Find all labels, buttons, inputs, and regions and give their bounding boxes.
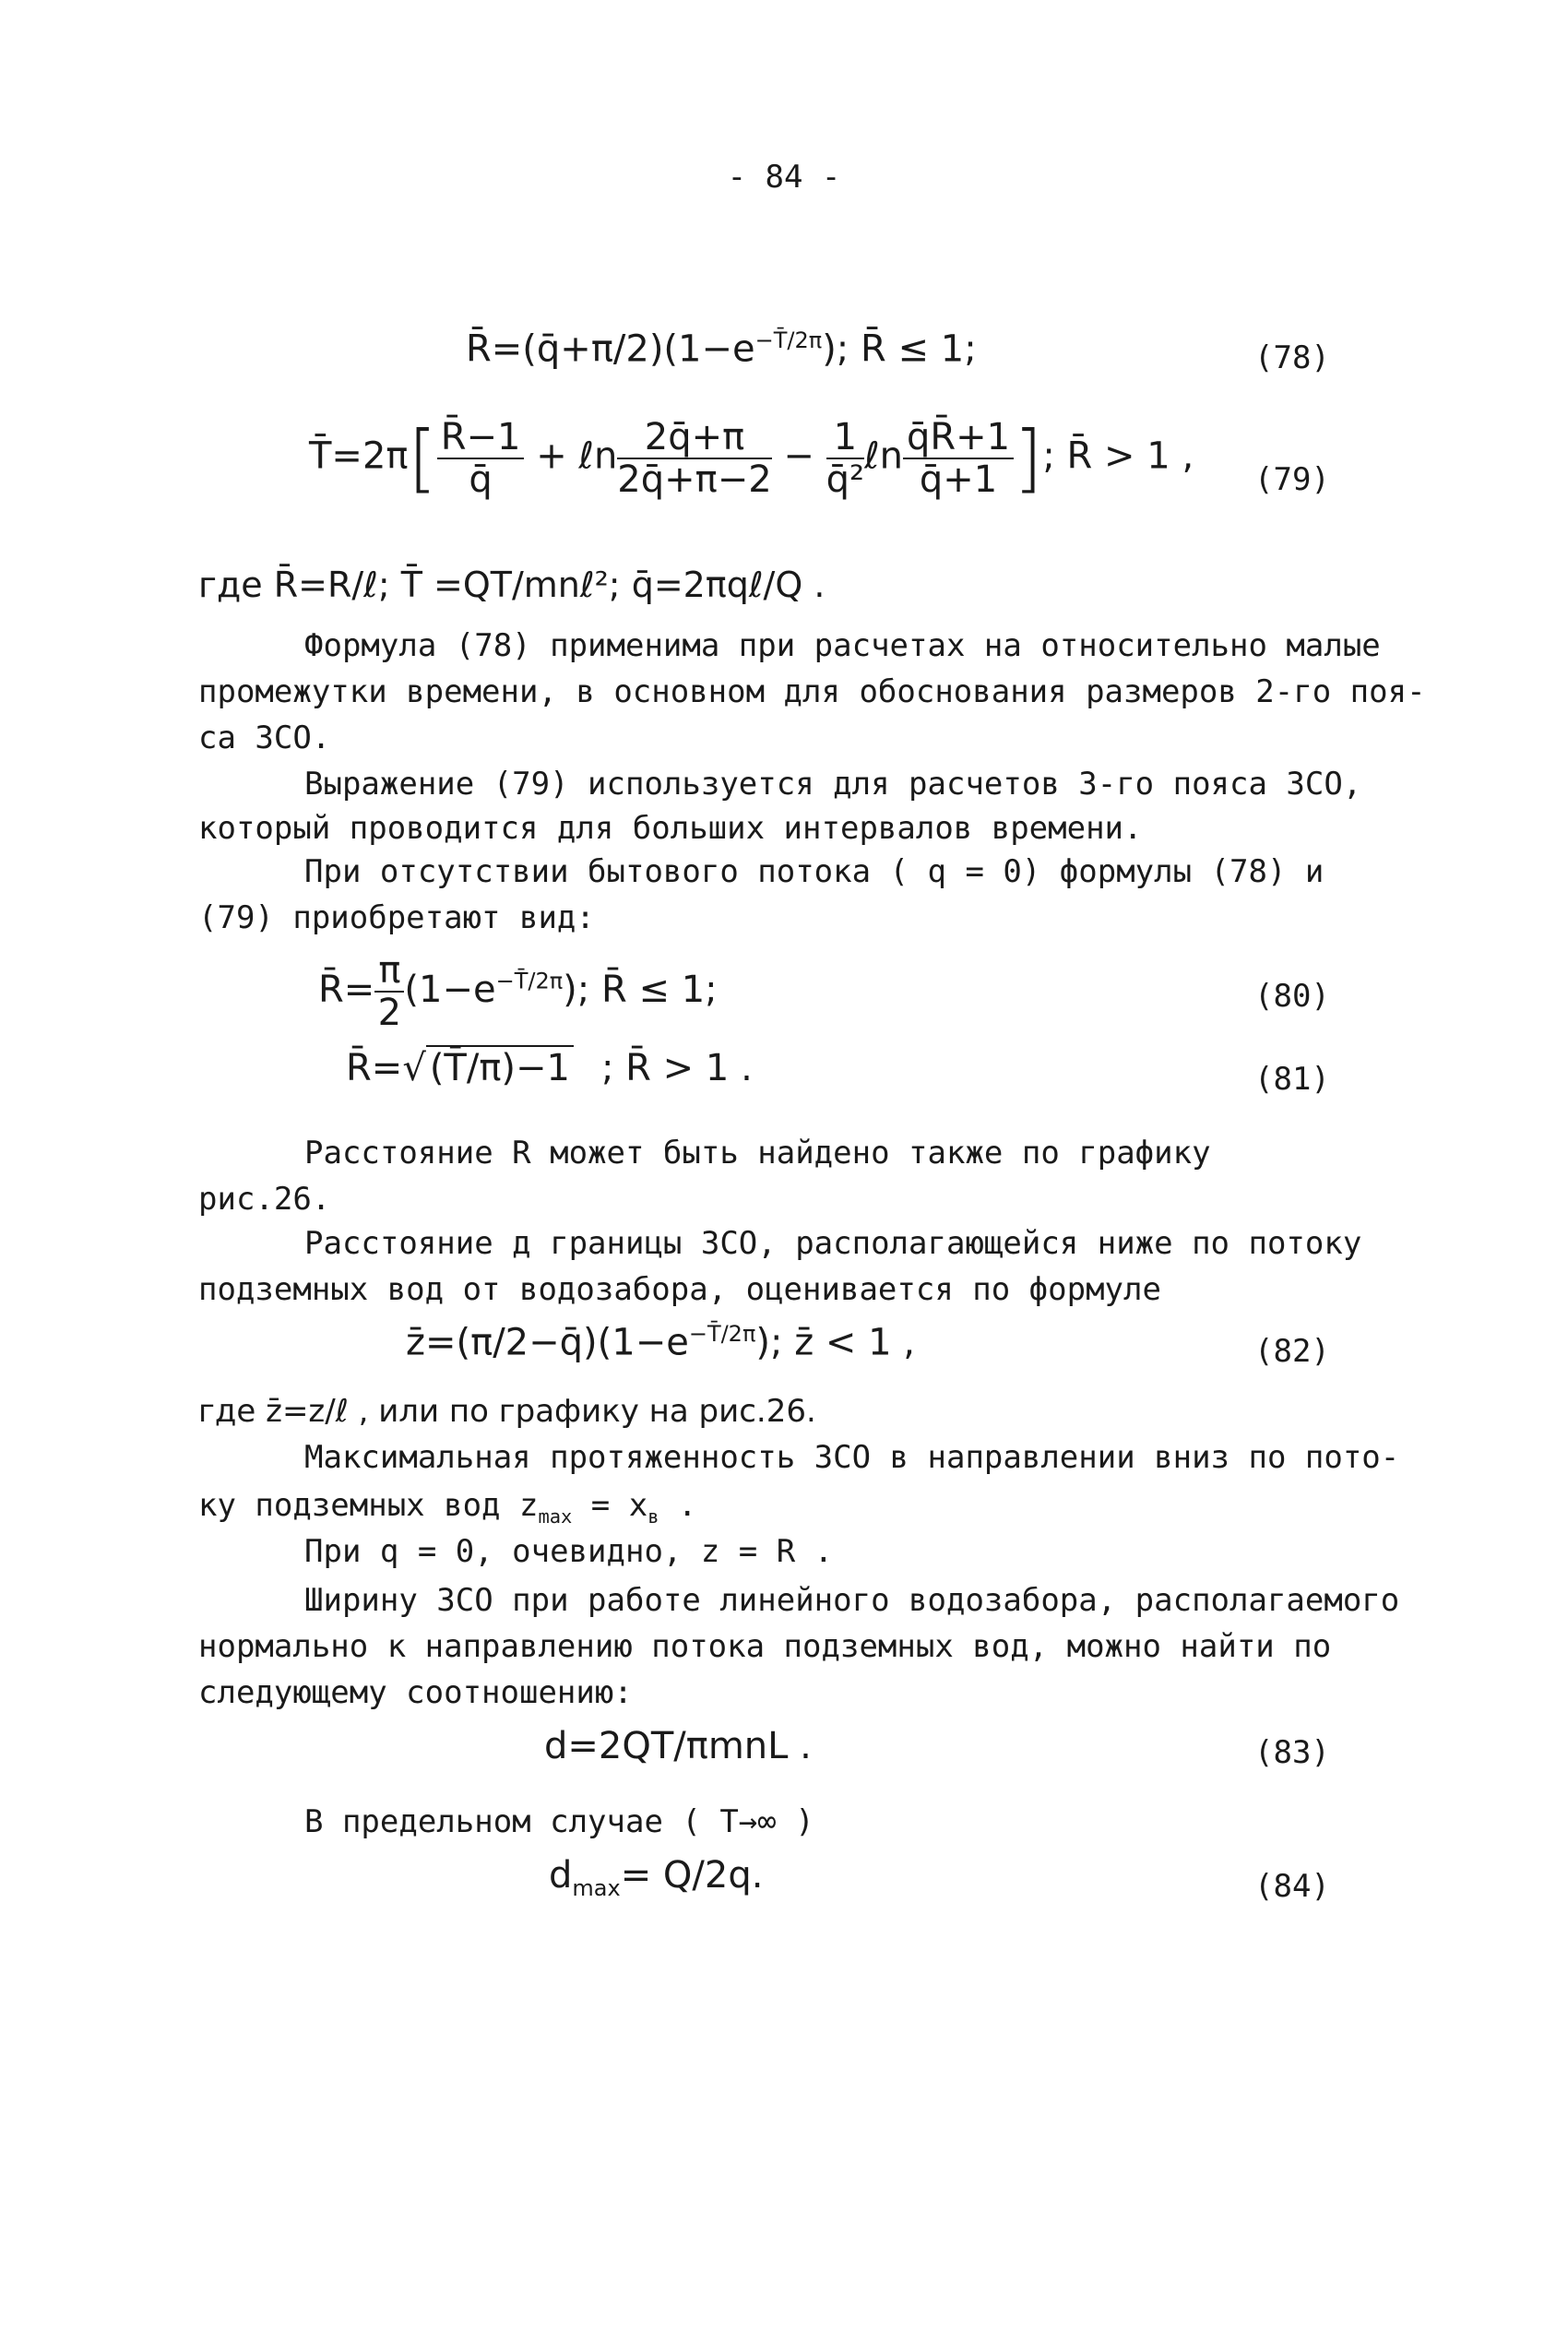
formula-78-tail: ); R̄ ≤ 1; [822, 327, 977, 371]
fraction-pi-denominator: 2 [377, 992, 402, 1034]
formula-82-exponent: −T̄/2π [688, 1321, 756, 1347]
paragraph-1-line-1: Формула (78) применима при расчетах на относительно малые [304, 627, 1381, 664]
paragraph-2-line-2: который проводится для больших интервалов времени. [198, 810, 1143, 847]
formula-84 [549, 1854, 763, 1901]
fraction-2 [617, 417, 771, 500]
formula-79 [309, 415, 1194, 501]
fraction-1-numerator: R̄−1 [437, 417, 525, 459]
fraction-3-numerator: 1 [826, 417, 864, 459]
paragraph-8-line-3: следующему соотношению: [198, 1674, 633, 1711]
equation-number-81: (81) [1254, 1061, 1330, 1098]
fraction-pi-2 [374, 950, 404, 1033]
page-number: - 84 - [727, 159, 841, 196]
formula-81-radicand: (T̄/π)−1 [426, 1045, 574, 1089]
formula-82-tail: ); z̄ < 1 , [755, 1321, 916, 1364]
fraction-2-numerator: 2q̄+π [617, 417, 771, 459]
equation-number-83: (83) [1254, 1734, 1330, 1771]
fraction-4-numerator: q̄R̄+1 [903, 417, 1014, 459]
fraction-3-denominator: q̄² [826, 458, 865, 501]
paragraph-6-line-1: Максимальная протяженность ЗСО в направлении вниз по пото- [304, 1439, 1400, 1476]
formula-79-ln: + ℓn [536, 434, 618, 478]
fraction-4-denominator: q̄+1 [919, 458, 998, 501]
paragraph-8-line-2: нормально к направлению потока подземных вод, можно найти по [198, 1628, 1332, 1665]
equation-number-80: (80) [1254, 978, 1330, 1015]
formula-83: d=2QT/πmnL . [544, 1725, 812, 1767]
formula-84-subscript: max [572, 1875, 621, 1901]
fraction-1-denominator: q̄ [469, 458, 493, 501]
paragraph-5-line-1: Расстояние д границы ЗСО, располагающейся ниже по потоку [304, 1225, 1362, 1262]
formula-79-minus: − [783, 434, 814, 478]
paragraph-6-line-2 [198, 1487, 696, 1528]
paragraph-1-line-2: промежутки времени, в основном для обоснования размеров 2-го поя- [198, 673, 1426, 710]
formula-81-tail: ; R̄ > 1 . [600, 1047, 753, 1089]
paragraph-6-mid: = x [572, 1487, 648, 1524]
formula-80 [318, 950, 718, 1033]
formula-81-lead: R̄= [346, 1047, 403, 1089]
paragraph-9-line-1: В предельном случае ( T→∞ ) [304, 1803, 814, 1840]
formula-82 [406, 1321, 915, 1363]
paragraph-3-line-2: (79) приобретают вид: [198, 899, 595, 936]
fraction-pi-numerator: π [374, 950, 404, 993]
paragraph-4-line-2: рис.26. [198, 1181, 331, 1218]
fraction-4 [903, 417, 1014, 500]
formula-82-body: z̄=(π/2−q̄)(1−e [406, 1321, 689, 1364]
formula-79-tail: ; R̄ > 1 , [1042, 434, 1194, 478]
formula-80-tail: ); R̄ ≤ 1; [563, 969, 718, 1011]
subscript-max: max [538, 1504, 573, 1528]
formula-80-lead: R̄= [318, 969, 375, 1011]
definitions-line-2: где z̄=z/ℓ , или по графику на рис.26. [198, 1393, 816, 1430]
formula-78 [466, 327, 977, 370]
formula-79-lead: T̄=2π [309, 434, 409, 478]
formula-80-exponent: −T̄/2π [495, 968, 564, 994]
equation-number-78: (78) [1254, 339, 1330, 376]
paragraph-1-line-3: са ЗСО. [198, 720, 331, 756]
formula-84-tail: = Q/2q. [620, 1854, 764, 1897]
sqrt-sign: √ [402, 1047, 426, 1089]
paragraph-6-text: ку подземных вод z [198, 1487, 539, 1524]
formula-84-d: d [549, 1854, 573, 1897]
definitions-line: где R̄=R/ℓ; T̄ =QT/mnℓ²; q̄=2πqℓ/Q . [198, 565, 826, 605]
equation-number-82: (82) [1254, 1333, 1330, 1370]
fraction-1 [437, 417, 525, 500]
formula-78-exponent: −T̄/2π [754, 327, 823, 353]
formula-81 [346, 1047, 753, 1089]
paragraph-3-line-1: При отсутствии бытового потока ( q = 0) формулы (78) и [304, 853, 1324, 890]
left-bracket: [ [408, 415, 437, 501]
subscript-v: в [647, 1504, 659, 1528]
formula-79-ln-2: ℓn [864, 434, 903, 478]
paragraph-2-line-1: Выражение (79) используется для расчетов 3-го пояса ЗСО, [304, 766, 1362, 803]
paragraph-4-line-1: Расстояние R может быть найдено также по графику [304, 1135, 1211, 1171]
right-bracket: ] [1014, 415, 1043, 501]
paragraph-5-line-2: подземных вод от водозабора, оценивается по формуле [198, 1271, 1161, 1308]
paragraph-8-line-1: Ширину ЗСО при работе линейного водозабора, располагаемого [304, 1582, 1400, 1619]
fraction-3 [826, 417, 864, 500]
formula-78-body: R̄=(q̄+π/2)(1−e [466, 327, 755, 371]
paragraph-7-line-1: При q = 0, очевидно, z = R . [304, 1533, 834, 1570]
paragraph-6-end: . [659, 1487, 697, 1524]
equation-number-79: (79) [1254, 461, 1330, 498]
fraction-2-denominator: 2q̄+π−2 [617, 458, 772, 501]
formula-80-body: (1−e [404, 969, 496, 1011]
equation-number-84: (84) [1254, 1868, 1330, 1905]
